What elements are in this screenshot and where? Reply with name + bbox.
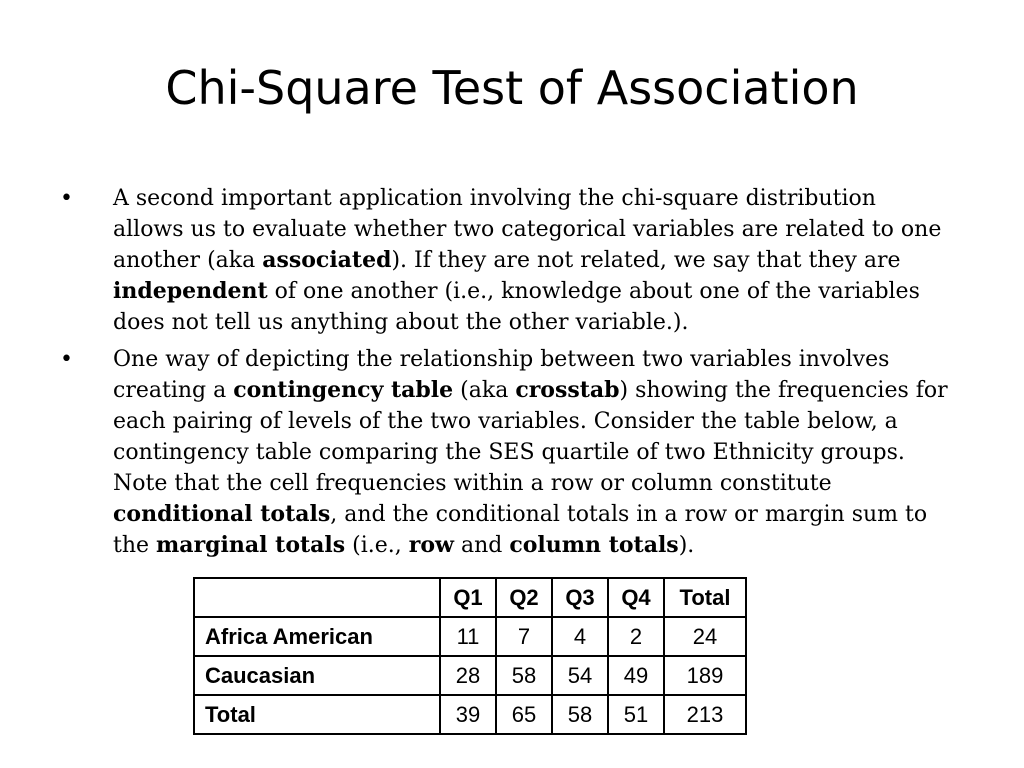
table-cell: 49 bbox=[608, 656, 664, 695]
column-header-q1: Q1 bbox=[440, 578, 496, 617]
contingency-table bbox=[193, 577, 747, 735]
bullet-segment: and bbox=[453, 533, 510, 558]
table-row bbox=[194, 695, 746, 734]
table-cell: 54 bbox=[552, 656, 608, 695]
column-header-q2: Q2 bbox=[496, 578, 552, 617]
table-cell: 28 bbox=[440, 656, 496, 695]
bullet-item bbox=[60, 183, 950, 338]
bullet-list bbox=[60, 183, 950, 567]
table-cell: 65 bbox=[496, 695, 552, 734]
bullet-segment: , and the conditional totals in a row or margin sum to the bbox=[113, 502, 928, 558]
table-cell-total: 24 bbox=[664, 617, 746, 656]
table-cell: 58 bbox=[496, 656, 552, 695]
bullet-text bbox=[113, 186, 941, 335]
bullet-segment: (i.e., bbox=[345, 533, 409, 558]
bold-term: conditional totals bbox=[113, 501, 331, 527]
bullet-segment: A second important application involving the chi-square distribution allows us to evaluate whether two categorical variables are related to one another (aka bbox=[113, 186, 942, 273]
bold-term: independent bbox=[113, 278, 268, 304]
slide-title: Chi-Square Test of Association bbox=[165, 61, 859, 115]
bullet-segment: ). If they are not related, we say that they are bbox=[391, 248, 901, 273]
table-cell: 39 bbox=[440, 695, 496, 734]
bullet-marker: • bbox=[60, 347, 73, 372]
table-row bbox=[194, 617, 746, 656]
bold-term: contingency table bbox=[233, 377, 454, 403]
bullet-segment: (aka bbox=[453, 378, 516, 403]
bold-term: marginal totals bbox=[156, 532, 346, 558]
row-label: Caucasian bbox=[194, 656, 440, 695]
bold-term: column totals bbox=[509, 532, 679, 558]
row-label: Total bbox=[194, 695, 440, 734]
table-cell-total: 213 bbox=[664, 695, 746, 734]
table-cell: 4 bbox=[552, 617, 608, 656]
bullet-marker: • bbox=[60, 186, 73, 211]
table-cell: 7 bbox=[496, 617, 552, 656]
table-cell-total: 189 bbox=[664, 656, 746, 695]
table-cell: 51 bbox=[608, 695, 664, 734]
bullet-segment: ). bbox=[678, 533, 695, 558]
column-header-total: Total bbox=[664, 578, 746, 617]
column-header-q3: Q3 bbox=[552, 578, 608, 617]
row-label: Africa American bbox=[194, 617, 440, 656]
bold-term: row bbox=[408, 532, 454, 558]
bold-term: associated bbox=[262, 247, 392, 273]
table-header-row bbox=[194, 578, 746, 617]
bold-term: crosstab bbox=[515, 377, 620, 403]
bullet-segment: ) showing the frequencies for each pairing of levels of the two variables. Consider the table below, a contingency table comparing the SES quartile of two Ethnicity groups. Note that the cell frequencies within a row or column constitute bbox=[113, 378, 948, 496]
bullet-item bbox=[60, 344, 950, 561]
table-cell: 58 bbox=[552, 695, 608, 734]
table-cell: 11 bbox=[440, 617, 496, 656]
bullet-segment: of one another (i.e., knowledge about one of the variables does not tell us anything about the other variable.). bbox=[113, 279, 920, 335]
column-header-q4: Q4 bbox=[608, 578, 664, 617]
table-row bbox=[194, 656, 746, 695]
table-header bbox=[194, 578, 746, 617]
bullet-text bbox=[113, 347, 948, 558]
bullet-segment: One way of depicting the relationship between two variables involves creating a bbox=[113, 347, 890, 403]
table-corner-cell bbox=[194, 578, 440, 617]
table-body bbox=[194, 617, 746, 734]
table-cell: 2 bbox=[608, 617, 664, 656]
